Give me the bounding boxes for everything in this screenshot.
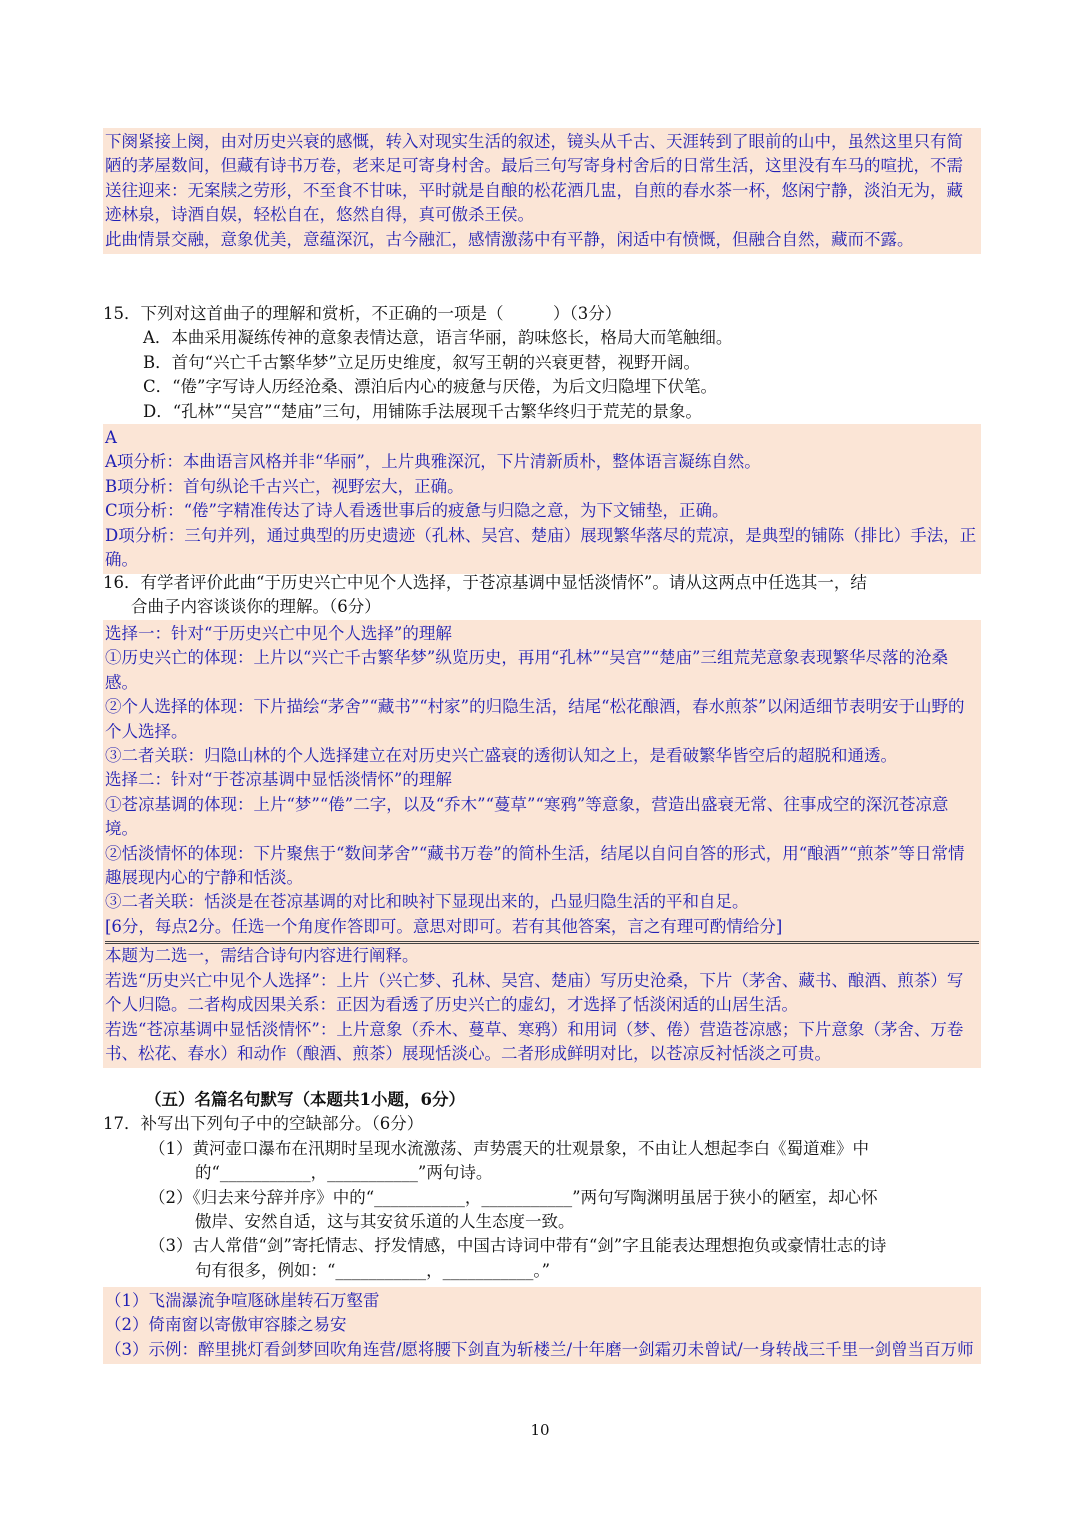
answer-line: ②恬淡情怀的体现：下片聚焦于“数间茅舍”“藏书万卷”的简朴生活，结尾以自问自答的形式，用“酿酒”“煎茶”等日常情趣展现内心的宁静和恬淡。	[105, 843, 965, 888]
option-b: B．首句“兴亡千古繁华梦”立足历史维度，叙写王朝的兴衰更替，视野开阔。	[143, 352, 700, 372]
q15-answer-box	[103, 424, 981, 574]
question-17-stem: 17．补写出下列句子中的空缺部分。（6分）	[103, 1114, 424, 1134]
sub-question-3-cont: 句有很多，例如：“___________，___________。”	[195, 1260, 551, 1280]
top-analysis-box	[103, 128, 981, 254]
q17-answer-box	[103, 1287, 981, 1364]
answer-line: B项分析：首句纵论千古兴亡，视野宏大，正确。	[105, 476, 464, 496]
analysis-line: 本题为二选一，需结合诗句内容进行阐释。	[105, 946, 419, 966]
sub-question-1-cont: 的“___________，___________”两句诗。	[195, 1163, 493, 1183]
analysis-paragraph: 下阕紧接上阕，由对历史兴衰的感慨，转入对现实生活的叙述，镜头从千古、天涯转到了眼前的山中，虽然这里只有简陋的茅屋数间，但藏有诗书万卷，老来足可寄身村舍。最后三句写寄身村舍后的日常生活，这里没有车马的喧扰，不需送往迎来：无案牍之劳形，不至食不甘味，平时就是自酿的松花酒几盅，自煎的春水茶一杯，悠闲宁静，淡泊无为，藏迹林泉，诗酒自娱，轻松自在，悠然自得，真可傲杀王侯。	[105, 132, 963, 225]
answer-line: （2）倚南窗以寄傲审容膝之易安	[105, 1315, 347, 1335]
section-title: （五）名篇名句默写（本题共1小题，6分）	[145, 1090, 465, 1109]
answer-line: ②个人选择的体现：下片描绘“茅舍”“藏书”“村家”的归隐生活，结尾“松花酿酒，春水煎茶”以闲适细节表明安于山野的个人选择。	[105, 697, 965, 741]
question-15	[103, 302, 977, 424]
sub-question-3: （3）古人常借“剑”寄托情志、抒发情感，中国古诗词中带有“剑”字且能表达理想抱负或豪情壮志的诗	[149, 1236, 887, 1256]
answer-line: （1）飞湍瀑流争喧豗砯崖转石万壑雷	[105, 1291, 380, 1310]
sub-question-2-cont: 傲岸、安然自适，这与其安贫乐道的人生态度一致。	[195, 1212, 575, 1232]
q16-answer-box	[103, 620, 981, 1068]
sub-question-1: （1）黄河壶口瀑布在汛期时呈现水流激荡、声势震天的壮观景象，不由让人想起李白《蜀道难》中	[149, 1138, 869, 1158]
sub-question-2: （2）《归去来兮辞并序》中的“___________，___________”两句写陶渊明虽居于狭小的陋室，却心怀	[149, 1187, 878, 1207]
answer-line: ③二者关联：恬淡是在苍凉基调的对比和映衬下显现出来的，凸显归隐生活的平和自足。	[105, 892, 749, 912]
analysis-line: 若选“苍凉基调中显恬淡情怀”：上片意象（乔木、蔓草、寒鸦）和用词（梦、倦）营造苍凉感；下片意象（茅舍、万卷书、松花、春水）和动作（酿酒、煎茶）展现恬淡心。二者形成鲜明对比，以苍凉反衬恬淡之可贵。	[105, 1019, 964, 1063]
analysis-line: 若选“历史兴亡中见个人选择”：上片（兴亡梦、孔林、吴宫、楚庙）写历史沧桑，下片（茅舍、藏书、酿酒、煎茶）写个人归隐。二者构成因果关系：正因为看透了历史兴亡的虚幻，才选择了恬淡闲适的山居生活。	[105, 970, 964, 1015]
answer-line: 选择一：针对“于历史兴亡中见个人选择”的理解	[105, 624, 452, 643]
option-a: A．本曲采用凝练传神的意象表情达意，语言华丽，韵味悠长，格局大而笔触细。	[143, 328, 733, 348]
section-5	[103, 1088, 977, 1283]
answer-line: ①苍凉基调的体现：上片“梦”“倦”二字，以及“乔木”“蔓草”“寒鸦”等意象，营造出盛衰无常、往事成空的深沉苍凉意境。	[105, 794, 949, 839]
question-stem: 15．下列对这首曲子的理解和赏析，不正确的一项是（ ）（3分）	[103, 304, 622, 323]
option-d: D．“孔林”“吴宫”“楚庙”三句，用铺陈手法展现千古繁华终归于荒芜的景象。	[143, 401, 702, 421]
question-stem-cont: 合曲子内容谈谈你的理解。（6分）	[131, 597, 381, 617]
answer-line: ③二者关联：归隐山林的个人选择建立在对历史兴亡盛衰的透彻认知之上，是看破繁华皆空后的超脱和通透。	[105, 746, 897, 766]
question-stem: 16．有学者评价此曲“于历史兴亡中见个人选择，于苍凉基调中显恬淡情怀”。请从这两点中任选其一，结	[103, 573, 867, 592]
answer-line: ①历史兴亡的体现：上片以“兴亡千古繁华梦”纵览历史，再用“孔林”“吴宫”“楚庙”三组荒芜意象表现繁华尽落的沧桑感。	[105, 648, 948, 692]
scoring-note: [6分，每点2分。任选一个角度作答即可。意思对即可。若有其他答案，言之有理可酌情给分]	[105, 916, 783, 936]
answer-line: 选择二：针对“于苍凉基调中显恬淡情怀”的理解	[105, 770, 452, 790]
answer-line: C项分析：“倦”字精准传达了诗人看透世事后的疲惫与归隐之意，为下文铺垫，正确。	[105, 501, 729, 521]
answer-line: A	[105, 428, 117, 447]
answer-line: D项分析：三句并列，通过典型的历史遗迹（孔林、吴宫、楚庙）展现繁华落尽的荒凉，是典型的铺陈（排比）手法，正确。	[105, 525, 977, 570]
answer-line: A项分析：本曲语言风格并非“华丽”，上片典雅深沉，下片清新质朴，整体语言凝练自然。	[105, 452, 761, 472]
question-16	[103, 571, 977, 620]
page-number: 10	[530, 1421, 550, 1439]
option-c: C．“倦”字写诗人历经沧桑、漂泊后内心的疲惫与厌倦，为后文归隐埋下伏笔。	[143, 377, 717, 397]
analysis-paragraph: 此曲情景交融，意象优美，意蕴深沉，古今融汇，感情激荡中有平静，闲适中有愤慨，但融合自然，藏而不露。	[105, 229, 914, 249]
answer-line: （3）示例：醉里挑灯看剑梦回吹角连营/愿将腰下剑直为斩楼兰/十年磨一剑霜刃未曾试/一身转战三千里一剑曾当百万师	[105, 1339, 974, 1359]
